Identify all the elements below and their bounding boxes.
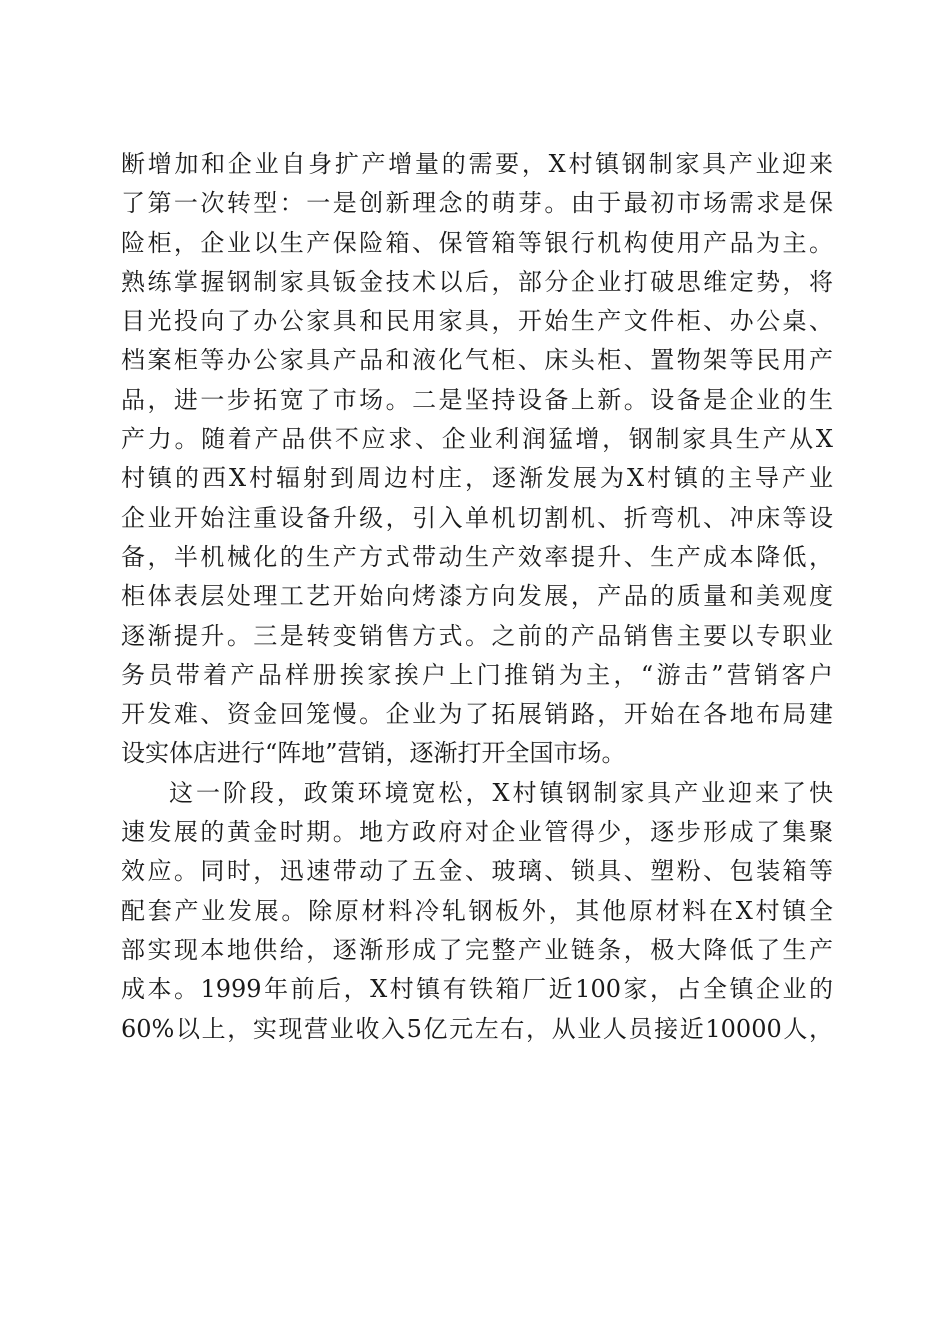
- text-line: 效应。同时，迅速带动了五金、玻璃、锁具、塑粉、包装箱等: [121, 857, 833, 886]
- text-line: 目光投向了办公家具和民用家具，开始生产文件柜、办公桌、: [121, 307, 833, 336]
- paragraph: [121, 145, 833, 774]
- text-line: 开发难、资金回笼慢。企业为了拓展销路，开始在各地布局建: [121, 700, 833, 729]
- text-line: 品，进一步拓宽了市场。二是坚持设备上新。设备是企业的生: [121, 385, 833, 414]
- paragraph: [121, 774, 833, 1049]
- text-line: 熟练掌握钢制家具钣金技术以后，部分企业打破思维定势，将: [121, 267, 833, 296]
- text-line: 逐渐提升。三是转变销售方式。之前的产品销售主要以专职业: [121, 621, 833, 650]
- body-text: [121, 145, 833, 1049]
- text-line: 柜体表层处理工艺开始向烤漆方向发展，产品的质量和美观度: [121, 582, 833, 611]
- text-line: 成本。1999年前后，X村镇有铁箱厂近100家，占全镇企业的: [121, 975, 833, 1004]
- text-line: 设实体店进行“阵地”营销，逐渐打开全国市场。: [121, 739, 626, 768]
- text-line: 断增加和企业自身扩产增量的需要，X村镇钢制家具产业迎来: [121, 150, 833, 178]
- text-line: 企业开始注重设备升级，引入单机切割机、折弯机、冲床等设: [121, 503, 833, 532]
- text-line: 备，半机械化的生产方式带动生产效率提升、生产成本降低，: [121, 542, 833, 571]
- text-line: 部实现本地供给，逐渐形成了完整产业链条，极大降低了生产: [121, 935, 833, 964]
- text-line: 档案柜等办公家具产品和液化气柜、床头柜、置物架等民用产: [121, 346, 833, 375]
- text-line: 务员带着产品样册挨家挨户上门推销为主，“游击”营销客户: [121, 660, 833, 689]
- text-line: 村镇的西X村辐射到周边村庄，逐渐发展为X村镇的主导产业: [121, 464, 833, 493]
- text-line: 险柜，企业以生产保险箱、保管箱等银行机构使用产品为主。: [121, 228, 833, 257]
- text-line: 60%以上，实现营业收入5亿元左右，从业人员接近10000人，: [121, 1014, 833, 1043]
- text-line: 速发展的黄金时期。地方政府对企业管得少，逐步形成了集聚: [121, 818, 833, 847]
- text-line: 这一阶段，政策环境宽松，X村镇钢制家具产业迎来了快: [169, 778, 833, 807]
- text-line: 配套产业发展。除原材料冷轧钢板外，其他原材料在X村镇全: [121, 896, 833, 925]
- text-line: 产力。随着产品供不应求、企业利润猛增，钢制家具生产从X: [121, 425, 833, 454]
- text-line: 了第一次转型：一是创新理念的萌芽。由于最初市场需求是保: [121, 189, 833, 218]
